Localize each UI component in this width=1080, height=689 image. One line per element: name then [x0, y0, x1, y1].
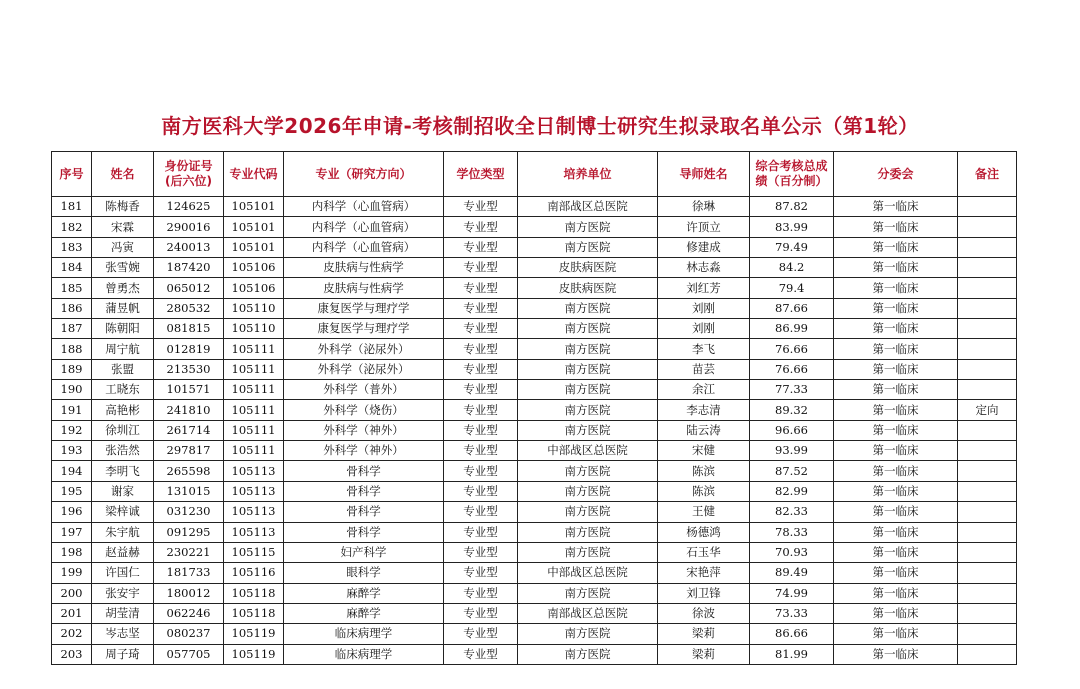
- cell-code: 105111: [224, 380, 284, 400]
- cell-score: 86.99: [750, 319, 834, 339]
- cell-degree: 专业型: [444, 217, 518, 237]
- cell-code: 105115: [224, 542, 284, 562]
- cell-code: 105113: [224, 502, 284, 522]
- cell-score: 89.32: [750, 400, 834, 420]
- cell-name: 胡莹清: [92, 603, 154, 623]
- header-unit: 培养单位: [518, 152, 658, 197]
- header-mentor: 导师姓名: [658, 152, 750, 197]
- cell-note: [958, 603, 1017, 623]
- table-row: [52, 502, 1017, 522]
- cell-degree: 专业型: [444, 563, 518, 583]
- cell-code: 105113: [224, 461, 284, 481]
- cell-major: 外科学（泌尿外）: [284, 359, 444, 379]
- cell-unit: 皮肤病医院: [518, 278, 658, 298]
- cell-score: 93.99: [750, 441, 834, 461]
- cell-committee: 第一临床: [834, 319, 958, 339]
- cell-degree: 专业型: [444, 461, 518, 481]
- cell-name: 周子琦: [92, 644, 154, 664]
- cell-degree: 专业型: [444, 420, 518, 440]
- header-score: 综合考核总成 绩（百分制）: [750, 152, 834, 197]
- cell-name: 周宁航: [92, 339, 154, 359]
- cell-code: 105118: [224, 603, 284, 623]
- cell-id: 080237: [154, 624, 224, 644]
- cell-note: [958, 583, 1017, 603]
- cell-unit: 中部战区总医院: [518, 563, 658, 583]
- cell-id: 213530: [154, 359, 224, 379]
- cell-committee: 第一临床: [834, 481, 958, 501]
- table-row: [52, 278, 1017, 298]
- cell-mentor: 许顶立: [658, 217, 750, 237]
- cell-id: 062246: [154, 603, 224, 623]
- cell-score: 81.99: [750, 644, 834, 664]
- cell-no: 200: [52, 583, 92, 603]
- cell-committee: 第一临床: [834, 197, 958, 217]
- cell-name: 宋霖: [92, 217, 154, 237]
- cell-name: 朱宇航: [92, 522, 154, 542]
- cell-note: [958, 420, 1017, 440]
- table-row: [52, 441, 1017, 461]
- cell-id: 261714: [154, 420, 224, 440]
- cell-score: 76.66: [750, 359, 834, 379]
- cell-code: 105110: [224, 298, 284, 318]
- cell-major: 骨科学: [284, 502, 444, 522]
- cell-name: 张盟: [92, 359, 154, 379]
- table-row: [52, 481, 1017, 501]
- cell-degree: 专业型: [444, 278, 518, 298]
- cell-id: 057705: [154, 644, 224, 664]
- cell-mentor: 宋艳萍: [658, 563, 750, 583]
- cell-id: 265598: [154, 461, 224, 481]
- cell-code: 105113: [224, 481, 284, 501]
- cell-committee: 第一临床: [834, 339, 958, 359]
- cell-major: 内科学（心血管病）: [284, 237, 444, 257]
- table-row: [52, 420, 1017, 440]
- cell-committee: 第一临床: [834, 583, 958, 603]
- cell-id: 131015: [154, 481, 224, 501]
- cell-score: 87.66: [750, 298, 834, 318]
- cell-name: 蒲昱帆: [92, 298, 154, 318]
- header-id: 身份证号 (后六位): [154, 152, 224, 197]
- cell-unit: 南部战区总医院: [518, 197, 658, 217]
- cell-mentor: 梁莉: [658, 624, 750, 644]
- cell-mentor: 余江: [658, 380, 750, 400]
- cell-unit: 皮肤病医院: [518, 258, 658, 278]
- cell-unit: 南方医院: [518, 644, 658, 664]
- header-code: 专业代码: [224, 152, 284, 197]
- cell-major: 麻醉学: [284, 603, 444, 623]
- cell-mentor: 陆云涛: [658, 420, 750, 440]
- cell-note: [958, 197, 1017, 217]
- cell-major: 康复医学与理疗学: [284, 298, 444, 318]
- cell-major: 康复医学与理疗学: [284, 319, 444, 339]
- cell-major: 骨科学: [284, 481, 444, 501]
- cell-degree: 专业型: [444, 339, 518, 359]
- cell-no: 198: [52, 542, 92, 562]
- cell-degree: 专业型: [444, 380, 518, 400]
- cell-score: 76.66: [750, 339, 834, 359]
- cell-mentor: 苗芸: [658, 359, 750, 379]
- cell-note: [958, 522, 1017, 542]
- cell-code: 105101: [224, 197, 284, 217]
- cell-code: 105111: [224, 400, 284, 420]
- cell-id: 240013: [154, 237, 224, 257]
- cell-code: 105111: [224, 359, 284, 379]
- cell-degree: 专业型: [444, 298, 518, 318]
- cell-no: 196: [52, 502, 92, 522]
- cell-unit: 南方医院: [518, 420, 658, 440]
- cell-degree: 专业型: [444, 319, 518, 339]
- cell-committee: 第一临床: [834, 624, 958, 644]
- cell-degree: 专业型: [444, 502, 518, 522]
- cell-id: 181733: [154, 563, 224, 583]
- cell-code: 105101: [224, 237, 284, 257]
- cell-id: 280532: [154, 298, 224, 318]
- header-major: 专业（研究方向）: [284, 152, 444, 197]
- cell-note: [958, 644, 1017, 664]
- cell-note: [958, 298, 1017, 318]
- cell-note: [958, 542, 1017, 562]
- cell-id: 290016: [154, 217, 224, 237]
- cell-no: 190: [52, 380, 92, 400]
- cell-degree: 专业型: [444, 197, 518, 217]
- cell-degree: 专业型: [444, 644, 518, 664]
- cell-name: 徐圳江: [92, 420, 154, 440]
- cell-score: 78.33: [750, 522, 834, 542]
- cell-no: 195: [52, 481, 92, 501]
- cell-committee: 第一临床: [834, 237, 958, 257]
- table-row: [52, 258, 1017, 278]
- cell-degree: 专业型: [444, 583, 518, 603]
- cell-committee: 第一临床: [834, 644, 958, 664]
- table-row: [52, 298, 1017, 318]
- table-row: [52, 603, 1017, 623]
- cell-committee: 第一临床: [834, 461, 958, 481]
- cell-mentor: 宋健: [658, 441, 750, 461]
- cell-mentor: 徐琳: [658, 197, 750, 217]
- table-row: [52, 359, 1017, 379]
- header-note: 备注: [958, 152, 1017, 197]
- cell-code: 105111: [224, 420, 284, 440]
- cell-unit: 南方医院: [518, 461, 658, 481]
- cell-score: 96.66: [750, 420, 834, 440]
- cell-score: 82.33: [750, 502, 834, 522]
- cell-degree: 专业型: [444, 603, 518, 623]
- table-row: [52, 624, 1017, 644]
- cell-note: [958, 563, 1017, 583]
- cell-name: 梁梓诚: [92, 502, 154, 522]
- cell-no: 203: [52, 644, 92, 664]
- cell-score: 87.82: [750, 197, 834, 217]
- cell-code: 105111: [224, 339, 284, 359]
- cell-no: 183: [52, 237, 92, 257]
- cell-committee: 第一临床: [834, 400, 958, 420]
- cell-name: 陈朝阳: [92, 319, 154, 339]
- cell-name: 李明飞: [92, 461, 154, 481]
- cell-id: 297817: [154, 441, 224, 461]
- cell-unit: 南方医院: [518, 502, 658, 522]
- cell-name: 工晓东: [92, 380, 154, 400]
- cell-id: 012819: [154, 339, 224, 359]
- cell-id: 091295: [154, 522, 224, 542]
- cell-note: [958, 319, 1017, 339]
- cell-note: 定向: [958, 400, 1017, 420]
- cell-code: 105106: [224, 278, 284, 298]
- cell-unit: 南方医院: [518, 522, 658, 542]
- header-no: 序号: [52, 152, 92, 197]
- admission-list-table: [51, 151, 1017, 665]
- cell-score: 86.66: [750, 624, 834, 644]
- cell-score: 79.4: [750, 278, 834, 298]
- cell-unit: 南方医院: [518, 481, 658, 501]
- cell-note: [958, 339, 1017, 359]
- cell-degree: 专业型: [444, 441, 518, 461]
- cell-unit: 南方医院: [518, 542, 658, 562]
- cell-id: 180012: [154, 583, 224, 603]
- cell-major: 内科学（心血管病）: [284, 197, 444, 217]
- cell-name: 陈梅香: [92, 197, 154, 217]
- cell-mentor: 刘刚: [658, 319, 750, 339]
- cell-degree: 专业型: [444, 359, 518, 379]
- cell-major: 外科学（神外）: [284, 441, 444, 461]
- cell-degree: 专业型: [444, 258, 518, 278]
- cell-major: 皮肤病与性病学: [284, 278, 444, 298]
- table-row: [52, 644, 1017, 664]
- cell-unit: 南方医院: [518, 319, 658, 339]
- cell-id: 081815: [154, 319, 224, 339]
- cell-score: 73.33: [750, 603, 834, 623]
- cell-no: 188: [52, 339, 92, 359]
- cell-id: 065012: [154, 278, 224, 298]
- table-row: [52, 319, 1017, 339]
- cell-code: 105111: [224, 441, 284, 461]
- cell-major: 外科学（普外）: [284, 380, 444, 400]
- cell-note: [958, 441, 1017, 461]
- cell-committee: 第一临床: [834, 563, 958, 583]
- cell-no: 201: [52, 603, 92, 623]
- cell-committee: 第一临床: [834, 420, 958, 440]
- cell-committee: 第一临床: [834, 502, 958, 522]
- cell-note: [958, 502, 1017, 522]
- cell-no: 186: [52, 298, 92, 318]
- cell-no: 181: [52, 197, 92, 217]
- cell-no: 185: [52, 278, 92, 298]
- table-row: [52, 380, 1017, 400]
- cell-score: 83.99: [750, 217, 834, 237]
- table-row: [52, 522, 1017, 542]
- document-title: 南方医科大学2026年申请-考核制招收全日制博士研究生拟录取名单公示（第1轮）: [161, 114, 919, 138]
- cell-mentor: 陈滨: [658, 481, 750, 501]
- cell-unit: 南方医院: [518, 583, 658, 603]
- table-row: [52, 461, 1017, 481]
- cell-no: 199: [52, 563, 92, 583]
- cell-note: [958, 359, 1017, 379]
- cell-degree: 专业型: [444, 481, 518, 501]
- cell-no: 187: [52, 319, 92, 339]
- cell-mentor: 刘刚: [658, 298, 750, 318]
- cell-unit: 南方医院: [518, 339, 658, 359]
- cell-major: 骨科学: [284, 522, 444, 542]
- cell-note: [958, 624, 1017, 644]
- cell-id: 230221: [154, 542, 224, 562]
- cell-unit: 中部战区总医院: [518, 441, 658, 461]
- cell-major: 皮肤病与性病学: [284, 258, 444, 278]
- cell-note: [958, 217, 1017, 237]
- cell-note: [958, 278, 1017, 298]
- cell-mentor: 石玉华: [658, 542, 750, 562]
- cell-code: 105101: [224, 217, 284, 237]
- cell-mentor: 王健: [658, 502, 750, 522]
- cell-code: 105113: [224, 522, 284, 542]
- cell-major: 外科学（泌尿外）: [284, 339, 444, 359]
- cell-mentor: 刘红芳: [658, 278, 750, 298]
- cell-name: 曾勇杰: [92, 278, 154, 298]
- cell-note: [958, 481, 1017, 501]
- cell-major: 骨科学: [284, 461, 444, 481]
- cell-committee: 第一临床: [834, 603, 958, 623]
- table-row: [52, 583, 1017, 603]
- header-committee: 分委会: [834, 152, 958, 197]
- cell-id: 241810: [154, 400, 224, 420]
- table-row: [52, 542, 1017, 562]
- table-row: [52, 197, 1017, 217]
- cell-committee: 第一临床: [834, 217, 958, 237]
- cell-mentor: 刘卫锋: [658, 583, 750, 603]
- cell-score: 84.2: [750, 258, 834, 278]
- cell-score: 87.52: [750, 461, 834, 481]
- cell-mentor: 修建成: [658, 237, 750, 257]
- cell-major: 妇产科学: [284, 542, 444, 562]
- cell-score: 77.33: [750, 380, 834, 400]
- cell-name: 张安宇: [92, 583, 154, 603]
- cell-no: 202: [52, 624, 92, 644]
- cell-score: 89.49: [750, 563, 834, 583]
- header-name: 姓名: [92, 152, 154, 197]
- cell-id: 101571: [154, 380, 224, 400]
- cell-mentor: 李志清: [658, 400, 750, 420]
- cell-score: 74.99: [750, 583, 834, 603]
- cell-no: 189: [52, 359, 92, 379]
- cell-no: 194: [52, 461, 92, 481]
- cell-committee: 第一临床: [834, 380, 958, 400]
- cell-committee: 第一临床: [834, 298, 958, 318]
- table-header-row: [52, 152, 1017, 197]
- cell-major: 外科学（神外）: [284, 420, 444, 440]
- cell-no: 197: [52, 522, 92, 542]
- cell-note: [958, 380, 1017, 400]
- cell-note: [958, 258, 1017, 278]
- cell-major: 临床病理学: [284, 624, 444, 644]
- cell-committee: 第一临床: [834, 278, 958, 298]
- table-row: [52, 217, 1017, 237]
- cell-unit: 南方医院: [518, 237, 658, 257]
- cell-no: 182: [52, 217, 92, 237]
- cell-no: 193: [52, 441, 92, 461]
- cell-degree: 专业型: [444, 522, 518, 542]
- cell-committee: 第一临床: [834, 441, 958, 461]
- table-row: [52, 339, 1017, 359]
- cell-name: 赵益赫: [92, 542, 154, 562]
- cell-unit: 南方医院: [518, 400, 658, 420]
- cell-id: 187420: [154, 258, 224, 278]
- cell-code: 105119: [224, 624, 284, 644]
- cell-name: 张雪婉: [92, 258, 154, 278]
- cell-degree: 专业型: [444, 237, 518, 257]
- cell-major: 内科学（心血管病）: [284, 217, 444, 237]
- cell-code: 105106: [224, 258, 284, 278]
- cell-mentor: 陈滨: [658, 461, 750, 481]
- cell-degree: 专业型: [444, 542, 518, 562]
- cell-major: 外科学（烧伤）: [284, 400, 444, 420]
- cell-mentor: 徐波: [658, 603, 750, 623]
- cell-mentor: 杨德鸿: [658, 522, 750, 542]
- cell-committee: 第一临床: [834, 359, 958, 379]
- cell-mentor: 梁莉: [658, 644, 750, 664]
- cell-code: 105119: [224, 644, 284, 664]
- cell-no: 192: [52, 420, 92, 440]
- cell-major: 临床病理学: [284, 644, 444, 664]
- cell-unit: 南方医院: [518, 298, 658, 318]
- cell-no: 191: [52, 400, 92, 420]
- cell-degree: 专业型: [444, 400, 518, 420]
- cell-name: 谢家: [92, 481, 154, 501]
- cell-unit: 南方医院: [518, 380, 658, 400]
- cell-major: 麻醉学: [284, 583, 444, 603]
- table-row: [52, 563, 1017, 583]
- cell-unit: 南部战区总医院: [518, 603, 658, 623]
- cell-name: 岑志坚: [92, 624, 154, 644]
- cell-no: 184: [52, 258, 92, 278]
- cell-unit: 南方医院: [518, 217, 658, 237]
- cell-mentor: 林志淼: [658, 258, 750, 278]
- cell-code: 105116: [224, 563, 284, 583]
- header-degree: 学位类型: [444, 152, 518, 197]
- cell-code: 105110: [224, 319, 284, 339]
- cell-score: 82.99: [750, 481, 834, 501]
- cell-degree: 专业型: [444, 624, 518, 644]
- cell-unit: 南方医院: [518, 359, 658, 379]
- cell-score: 70.93: [750, 542, 834, 562]
- cell-name: 许国仁: [92, 563, 154, 583]
- cell-major: 眼科学: [284, 563, 444, 583]
- cell-name: 冯寅: [92, 237, 154, 257]
- cell-committee: 第一临床: [834, 542, 958, 562]
- cell-mentor: 李飞: [658, 339, 750, 359]
- cell-committee: 第一临床: [834, 258, 958, 278]
- cell-score: 79.49: [750, 237, 834, 257]
- table-row: [52, 237, 1017, 257]
- cell-name: 高艳彬: [92, 400, 154, 420]
- cell-id: 124625: [154, 197, 224, 217]
- cell-committee: 第一临床: [834, 522, 958, 542]
- cell-id: 031230: [154, 502, 224, 522]
- cell-note: [958, 461, 1017, 481]
- cell-unit: 南方医院: [518, 624, 658, 644]
- cell-code: 105118: [224, 583, 284, 603]
- table-row: [52, 400, 1017, 420]
- cell-name: 张浩然: [92, 441, 154, 461]
- cell-note: [958, 237, 1017, 257]
